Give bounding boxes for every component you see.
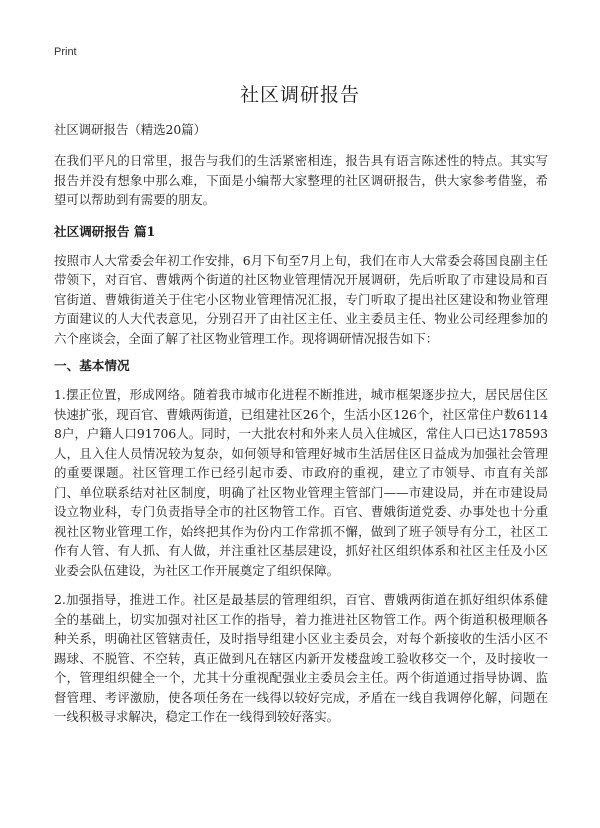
document-body [54,120,548,727]
page-title: 社区调研报告 [239,84,360,106]
intro-paragraph: 在我们平凡的日常里，报告与我们的生活紧密相连，报告具有语言陈述性的特点。其实写报告并没有想象中那么难，下面是小编帮大家整理的社区调研报告，供大家参考借鉴，希望可以帮助到有需要的朋友。 [54,153,548,207]
basic-situation-heading: 一、基本情况 [54,358,130,373]
document-subtitle: 社区调研报告（精选20篇） [54,122,207,137]
paragraph-1: 按照市人大常委会年初工作安排，6月下旬至7月上旬，我们在市人大常委会蒋国良副主任带领下，对百官、曹娥两个街道的社区物业管理情况开展调研，先后听取了市建设局和百官街道、曹娥街道关于住宅小区物业管理情况汇报，专门听取了提出社区建设和物业管理方面建议的人大代表意见，分别召开了由社区主任、业主委员主任、物业公司经理参加的六个座谈会，全面了解了社区物业管理工作。现将调研情况报告如下： [54,252,548,346]
basic-paragraph-1: 1.摆正位置，形成网络。随着我市城市化进程不断推进，城市框架逐步拉大，居民居住区快速扩张，现百官、曹娥两街道，已组建社区26个，生活小区126个，社区常住户数61148户，户籍人口91706人。同时，一大批农村和外来人员入住城区，常住人口已达178593人，且入住人员情况较为复杂，如何领导和管理好城市生活居住区日益成为加强社会管理的重要课题。社区管理工作已经引起市委、市政府的重视，建立了市领导、市直有关部门、单位联系结对社区制度，明确了社区物业管理主管部门——市建设局，并在市建设局设立物业科，专门负责指导全市的社区物管工作。百官、曹娥街道党委、办事处也十分重视社区物业管理工作，始终把其作为份内工作常抓不懈，做到了班子领导有分工，社区工作有人管、有人抓、有人做，并注重社区基层建设，抓好社区组织体系和社区主任及小区业委会队伍建设，为社区工作开展奠定了组织保障。 [54,387,548,578]
print-link[interactable]: Print [54,46,77,58]
section-heading: 社区调研报告 篇1 [54,223,156,239]
basic-paragraph-2: 2.加强指导，推进工作。社区是最基层的管理组织，百官、曹娥两街道在抓好组织体系健全的基础上，切实加强对社区工作的指导，着力推进社区物管工作。两个街道积极理顺各种关系，明确社区管辖责任，及时指导组建小区业主委员会，对每个新接收的生活小区不踢球、不脱管、不空转，真正做到凡在辖区内新开发楼盘竣工验收移交一个，及时接收一个，管理组织健全一个，尤其十分重视配强业主委员会主任。两个街道通过指导协调、监督管理、考评激励，使各项任务在一线得以较好完成，矛盾在一线自我调停化解，问题在一线积极寻求解决，稳定工作在一线得到较好落实。 [54,592,548,724]
